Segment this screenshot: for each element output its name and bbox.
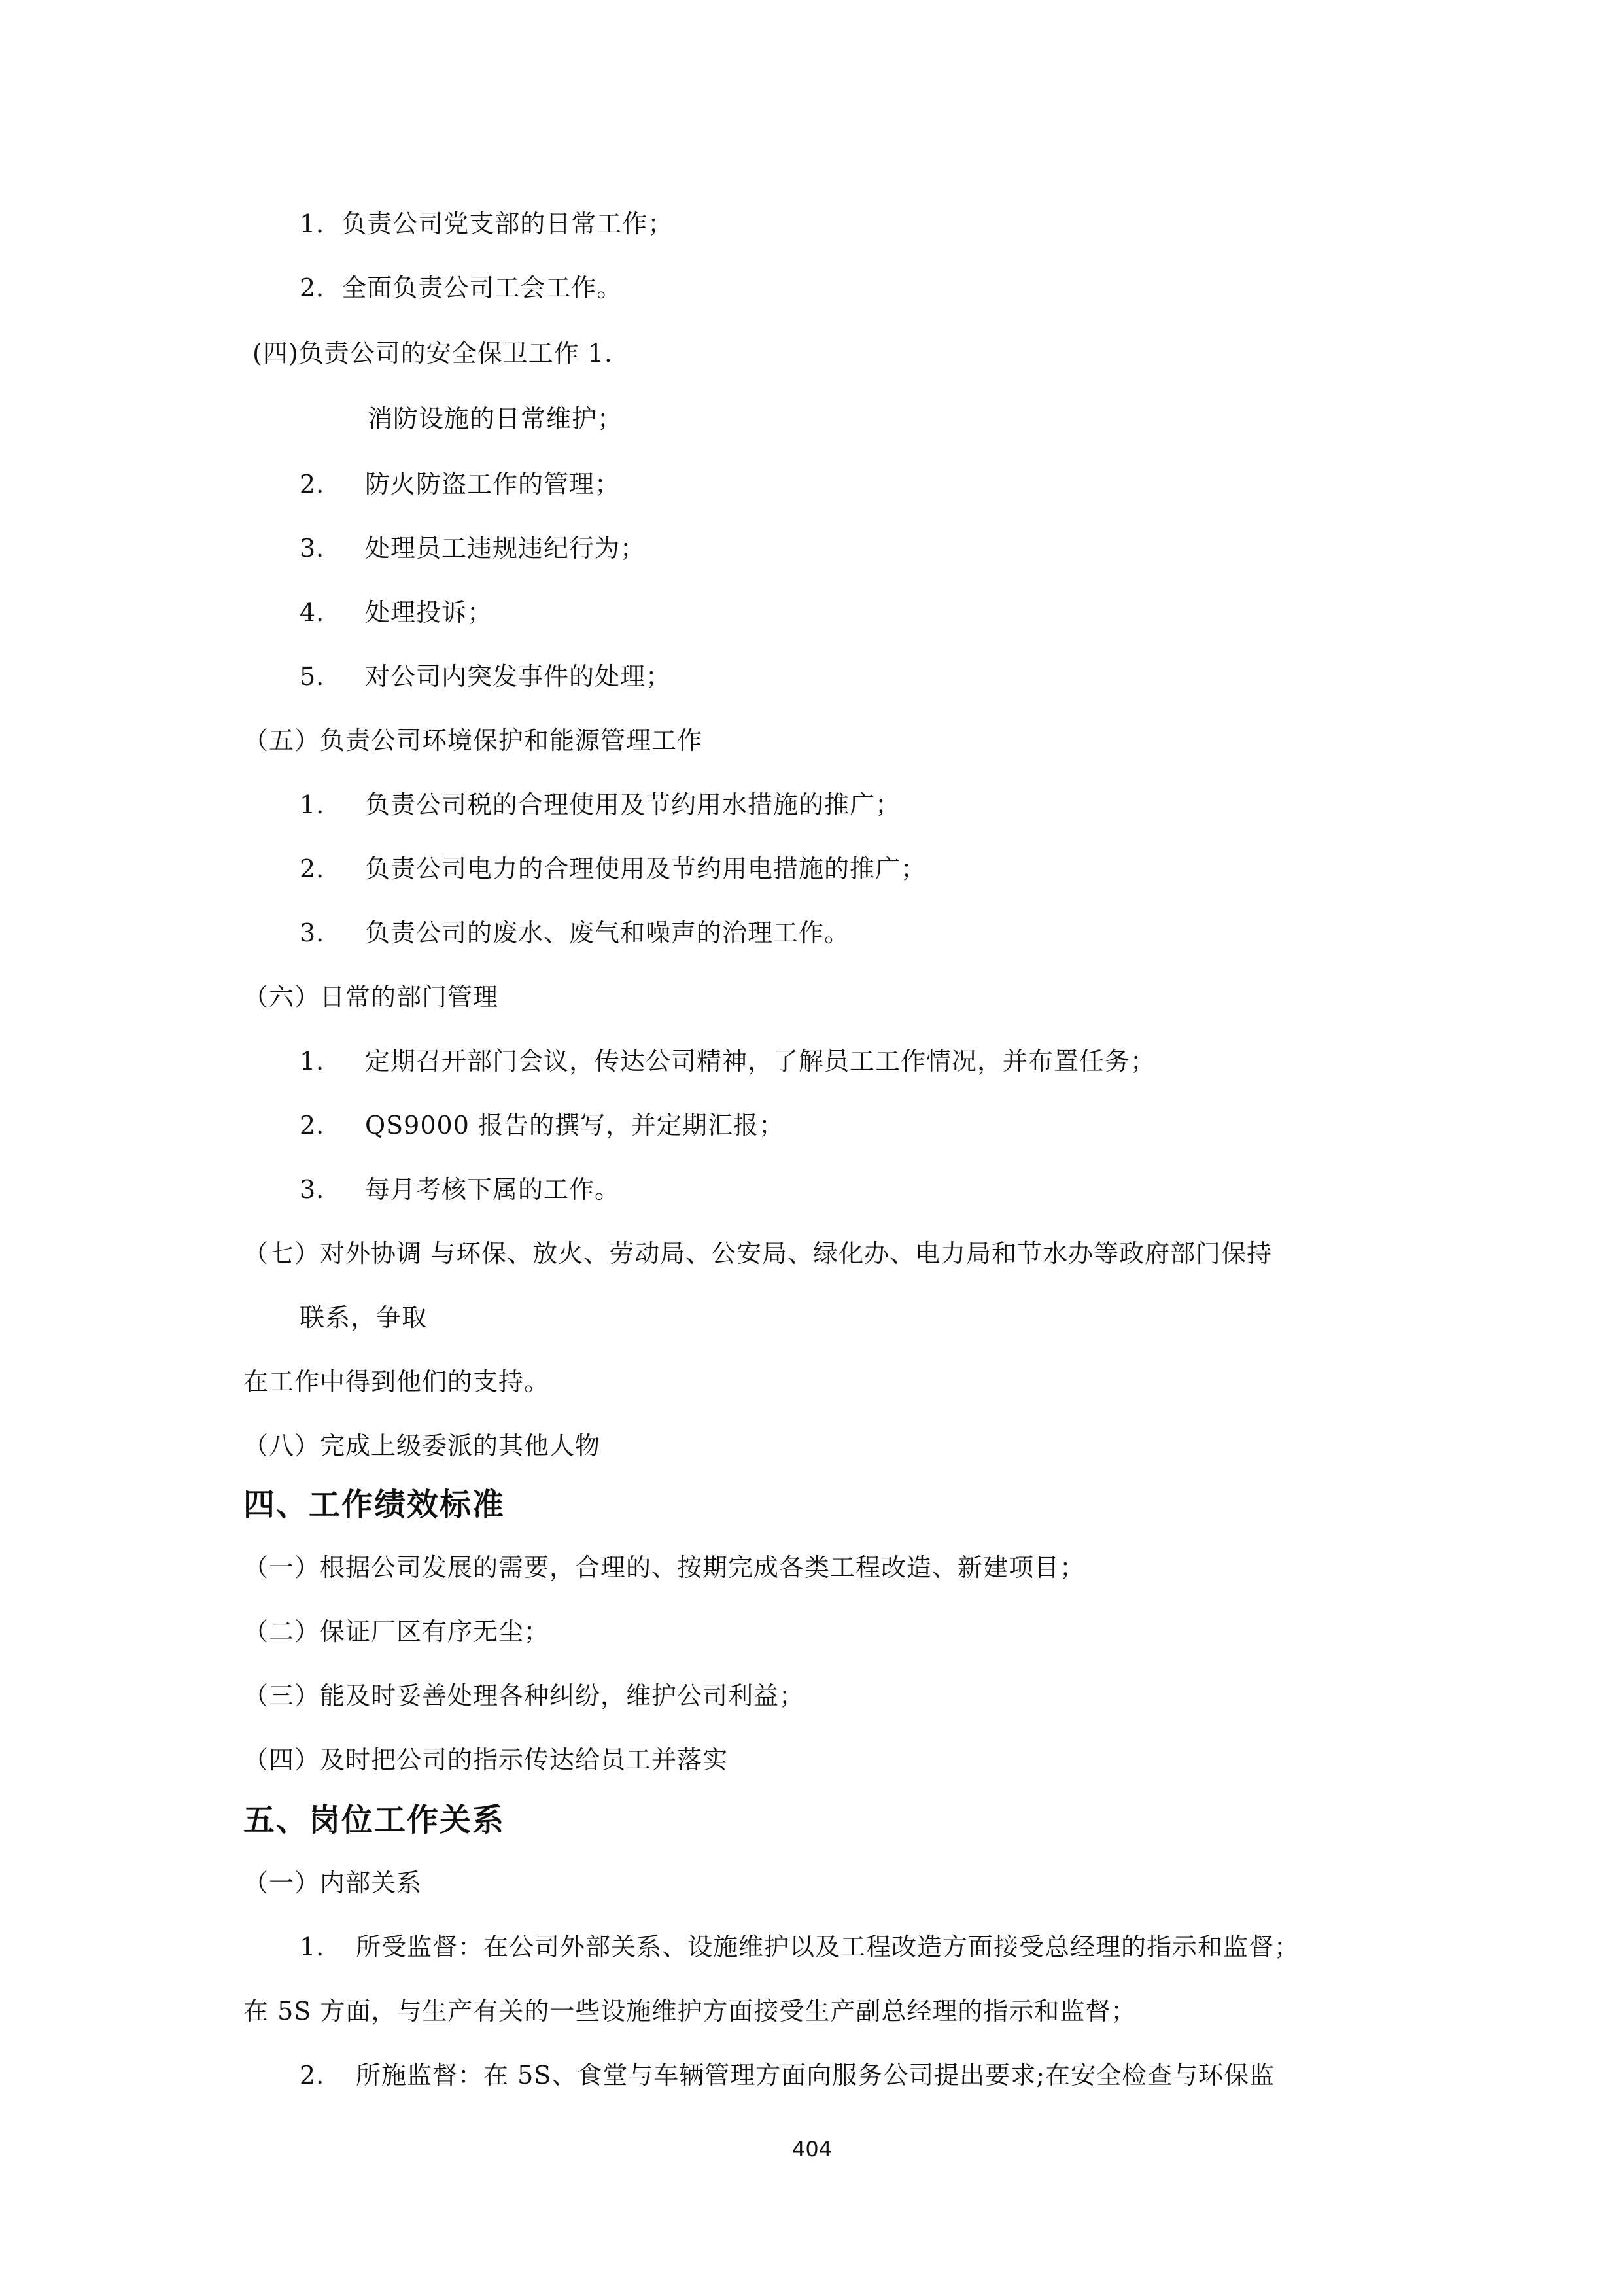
section-4-item-2	[300, 467, 620, 501]
item-number: 5.	[300, 662, 325, 691]
section-4-item-5	[300, 659, 671, 693]
section-6-item-1	[300, 1044, 1156, 1078]
item-number: 1.	[300, 790, 325, 819]
section-5-title: （五）负责公司环境保护和能源管理工作	[243, 726, 703, 755]
item-number: 2.	[300, 470, 325, 499]
section-5-item-1	[300, 788, 901, 822]
section-4-item-3	[300, 531, 646, 565]
item-text: 处理员工违规违纪行为；	[365, 534, 646, 563]
item-number: 4.	[300, 598, 325, 627]
item-text: 所受监督：在公司外部关系、设施维护以及工程改造方面接受总经理的指示和监督；	[356, 1933, 1300, 1961]
section-5-item-2	[300, 852, 926, 886]
section-7-line-2: 联系，争取	[300, 1303, 428, 1332]
internal-relations-title: （一）内部关系	[243, 1868, 423, 1897]
section-6-item-2	[300, 1108, 784, 1142]
item-number: 2．	[300, 273, 342, 302]
item-text: 负责公司的废水、废气和噪声的治理工作。	[365, 919, 850, 947]
section-4-item-1: 消防设施的日常维护；	[368, 404, 623, 433]
performance-item-4: （四）及时把公司的指示传达给员工并落实	[243, 1745, 729, 1774]
relations-item-2-line-1	[300, 2058, 1275, 2092]
performance-item-3: （三）能及时妥善处理各种纠纷，维护公司利益；	[243, 1681, 805, 1710]
page-number: 404	[791, 2137, 833, 2162]
item-number: 2.	[300, 2061, 325, 2090]
item-text: 对公司内突发事件的处理；	[365, 662, 672, 691]
item-text: 负责公司税的合理使用及节约用水措施的推广；	[365, 790, 901, 819]
relations-heading: 五、岗位工作关系	[243, 1802, 506, 1838]
item-text: 处理投诉；	[365, 598, 493, 627]
item-number: 1.	[300, 1933, 325, 1961]
item-number: 1.	[300, 1047, 325, 1076]
item-number: 3.	[300, 1175, 325, 1204]
item-text: 所施监督：在 5S、食堂与车辆管理方面向服务公司提出要求;在安全检查与环保监	[356, 2061, 1275, 2090]
section-8-title: （八）完成上级委派的其他人物	[243, 1431, 601, 1460]
section-4-title: (四)负责公司的安全保卫工作 1.	[252, 339, 613, 368]
section-6-title: （六）日常的部门管理	[243, 983, 499, 1011]
performance-heading: 四、工作绩效标准	[243, 1486, 506, 1523]
item-number: 3.	[300, 534, 325, 563]
section-4-item-4	[300, 595, 492, 629]
item-number: 3.	[300, 919, 325, 947]
section-7-line-1: （七）对外协调 与环保、放火、劳动局、公安局、绿化办、电力局和节水办等政府部门保持	[243, 1239, 1273, 1268]
item-text: 负责公司电力的合理使用及节约用电措施的推广；	[365, 854, 927, 883]
relations-item-1-line-2: 在 5S 方面，与生产有关的一些设施维护方面接受生产副总经理的指示和监督；	[243, 1997, 1137, 2025]
item-text: 负责公司党支部的日常工作；	[341, 209, 674, 238]
item-number: 2.	[300, 1111, 325, 1140]
party-work-item-1	[300, 207, 673, 241]
performance-item-1: （一）根据公司发展的需要，合理的、按期完成各类工程改造、新建项目；	[243, 1553, 1086, 1582]
section-7-line-3: 在工作中得到他们的支持。	[243, 1367, 550, 1396]
section-6-item-3	[300, 1172, 620, 1206]
item-text: 每月考核下属的工作。	[365, 1175, 621, 1204]
item-number: 1．	[300, 209, 342, 238]
item-text: 定期召开部门会议，传达公司精神，了解员工工作情况，并布置任务；	[365, 1047, 1156, 1076]
relations-item-1-line-1	[300, 1930, 1300, 1964]
item-text: 防火防盗工作的管理；	[365, 470, 621, 499]
item-text: 全面负责公司工会工作。	[341, 273, 623, 302]
item-text: QS9000 报告的撰写，并定期汇报；	[365, 1111, 784, 1140]
party-work-item-2	[300, 271, 622, 305]
section-5-item-3	[300, 916, 850, 950]
performance-item-2: （二）保证厂区有序无尘；	[243, 1617, 550, 1646]
item-number: 2.	[300, 854, 325, 883]
